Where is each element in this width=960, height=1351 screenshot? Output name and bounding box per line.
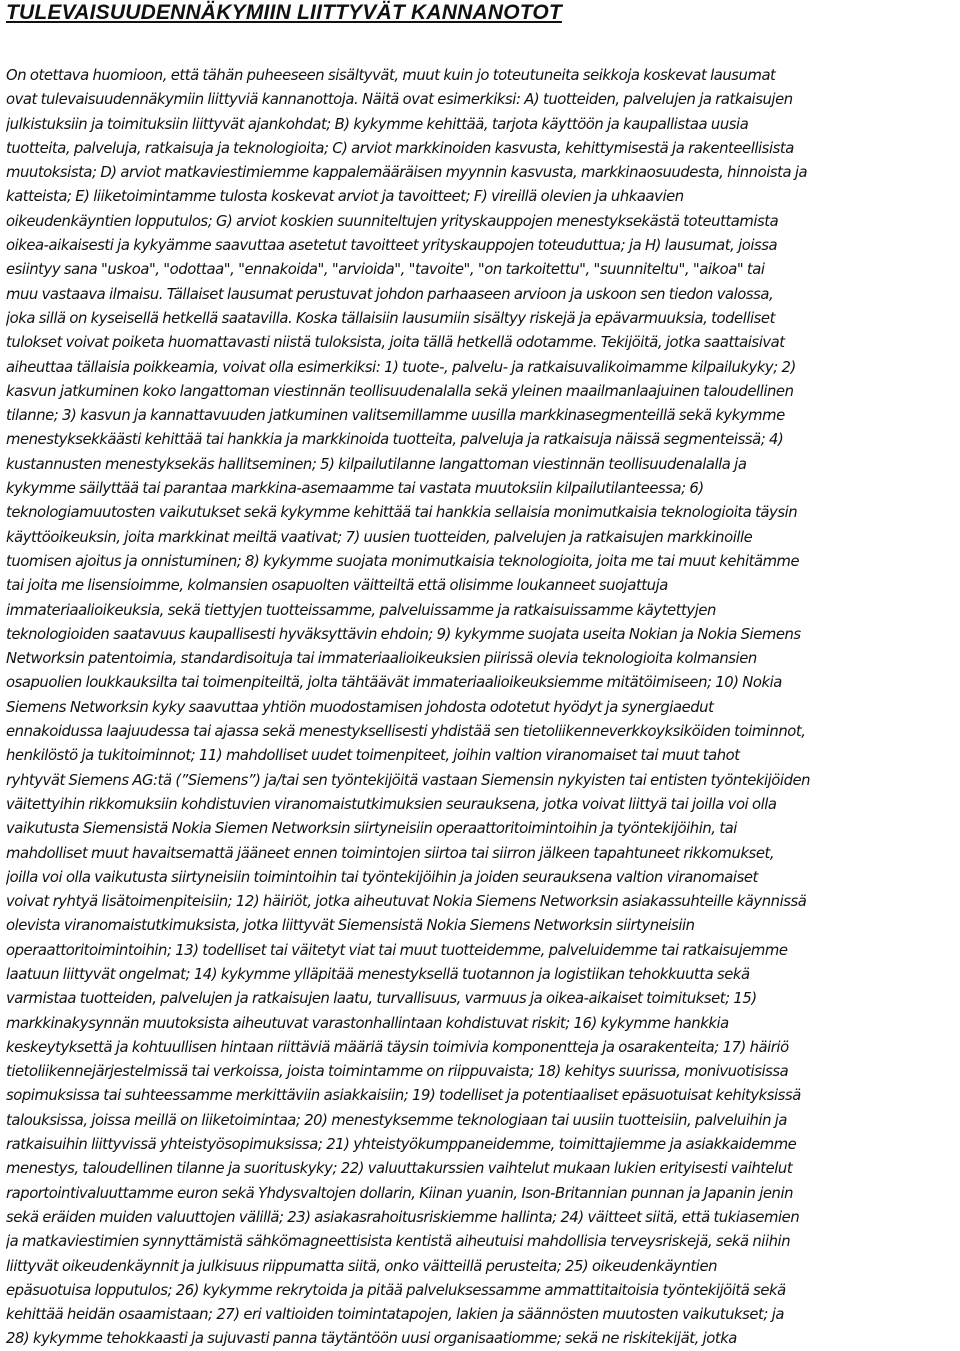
- paragraph-line: varmistaa tuotteiden, palvelujen ja ratkaisujen laatu, turvallisuus, varmuus ja oikea-aikaiset toimitukset; 15): [6, 990, 757, 1008]
- paragraph-line: teknologioiden saatavuus kaupallisesti hyväksyttävin ehdoin; 9) kykymme suojata useita Nokian ja Nokia Siemens: [6, 625, 801, 643]
- paragraph-line: ryhtyvät Siemens AG:tä (”Siemens”) ja/tai sen työntekijöitä vastaan Siemensin nykyisten tai entisten työntekijöiden: [6, 771, 811, 789]
- paragraph-line: raportointivaluuttamme euron sekä Yhdysvaltojen dollarin, Kiinan yuanin, Ison-Britannian punnan ja Japanin jenin: [6, 1184, 794, 1202]
- paragraph-line: katteista; E) liiketoimintamme tulosta koskevat arviot ja tavoitteet; F) vireillä olevien ja uhkaavien: [6, 188, 684, 206]
- paragraph-line: muu vastaava ilmaisu. Tällaiset lausumat perustuvat johdon parhaaseen arvioon ja uskoon sen tiedon valossa,: [6, 285, 774, 303]
- paragraph-line: tilanne; 3) kasvun ja kannattavuuden jatkuminen valitsemillamme uusilla markkinasegmenteillä sekä kykymme: [6, 407, 785, 425]
- paragraph-line: mahdolliset muut havaitsemattä jääneet ennen toimintojen siirtoa tai siirron jälkeen tapahtuneet rikkomukset,: [6, 844, 775, 862]
- paragraph-line: teknologiamuutosten vaikutukset sekä kykymme kehittää tai hankkia sellaisia monimutkaisia teknologioita täysin: [6, 504, 798, 522]
- paragraph-line: tulokset voivat poiketa huomattavasti niistä tuloksista, joita tällä hetkellä odotamme. Tekijöitä, jotka saattaisivat: [6, 334, 785, 352]
- paragraph-line: kykymme säilyttää tai parantaa markkina-asemaamme tai vastata muutoksiin kilpailutilanteessa; 6): [6, 480, 704, 498]
- paragraph-line: keskeytyksettä ja kohtuullisen hintaan riittäviä määriä täysin toimivia komponentteja ja osarakenteita; 17) häiriö: [6, 1038, 789, 1056]
- paragraph-line: menestys, taloudellinen tilanne ja suorituskyky; 22) valuuttakurssien vaihtelut mukaan lukien erityisesti vaihtelut: [6, 1160, 793, 1178]
- paragraph-line: epäsuotuisa lopputulos; 26) kykymme rekrytoida ja pitää palveluksessamme ammattitaitoisia työntekijöitä sekä: [6, 1281, 786, 1299]
- paragraph-line: On otettava huomioon, että tähän puheeseen sisältyvät, muut kuin jo toteutuneita seikkoja koskevat lausumat: [6, 67, 776, 84]
- paragraph-line: markkinakysynnän muutoksista aiheutuvat varastonhallintaan kohdistuvat riskit; 16) kykymme hankkia: [6, 1014, 729, 1032]
- paragraph-line: julkistuksiin ja toimituksiin liittyvät ajankohdat; B) kykymme kehittää, tarjota käyttöön ja kaupallistaa uusia: [6, 115, 749, 133]
- paragraph-line: ja matkaviestimien synnyttämistä sähkömagneettisista kentistä aiheutuisi mahdollisia terveysriskejä, sekä niihin: [6, 1233, 791, 1251]
- paragraph-line: tuotteita, palveluja, ratkaisuja ja teknologioita; C) arviot markkinoiden kasvusta, kehittymisestä ja rakenteellisista: [6, 139, 794, 157]
- paragraph-line: sekä eräiden muiden valuuttojen välillä; 23) asiakasrahoitusriskiemme hallinta; 24) väitteet siitä, että tukiasemien: [6, 1208, 800, 1226]
- paragraph-line: joka sillä on kyseisellä hetkellä saatavilla. Koska tällaisiin lausumiin sisältyy riskejä ja epävarmuuksia, todelliset: [6, 309, 775, 327]
- paragraph-line: aiheuttaa tällaisia poikkeamia, voivat olla esimerkiksi: 1) tuote-, palvelu- ja ratkaisuvalikoimamme kilpailukyky; 2): [6, 358, 796, 376]
- paragraph-line: kasvun jatkuminen koko langattoman viestinnän teollisuudenalalla sekä yleinen maailmanlaajuinen taloudellinen: [6, 382, 794, 400]
- paragraph-line: menestyksekkäästi kehittää tai hankkia ja markkinoida tuotteita, palveluja ja ratkaisuja näissä segmenteissä; 4): [6, 431, 784, 449]
- paragraph-line: esiintyy sana "uskoa", "odottaa", "ennakoida", "arvioida", "tavoite", "on tarkoitettu", "suunniteltu", "aikoa" tai: [6, 261, 765, 279]
- paragraph-line: osapuolien loukkauksilta tai toimenpiteiltä, jolta tähtäävät immateriaalioikeuksiemme mitätöimiseen; 10) Nokia: [6, 674, 782, 692]
- paragraph-line: tai joita me lisensioimme, kolmansien osapuolten väitteiltä että olisimme loukanneet suojattuja: [6, 577, 668, 595]
- paragraph-line: käyttöoikeuksin, joita markkinat meiltä vaativat; 7) uusien tuotteiden, palvelujen ja ratkaisujen markkinoille: [6, 528, 753, 546]
- paragraph-line: ratkaisuihin liittyvissä yhteistyösopimuksissa; 21) yhteistyökumppaneidemme, toimittajiemme ja asiakkaidemme: [6, 1136, 797, 1154]
- paragraph-line: voivat ryhtyä lisätoimenpiteisiin; 12) häiriöt, jotka aiheutuvat Nokia Siemens Networksin asiakassuhteille käynnissä: [6, 893, 807, 911]
- paragraph-line: muutoksista; D) arviot matkaviestimiemme kappalemääräisen myynnin kasvusta, markkinaosuudesta, hinnoista ja: [6, 164, 808, 182]
- paragraph-line: talouksissa, joissa meillä on liiketoimintaa; 20) menestyksemme teknologiaan tai uusiin tuotteisiin, palveluihin ja: [6, 1111, 788, 1129]
- paragraph-line: kustannusten menestyksekäs hallitseminen; 5) kilpailutilanne langattoman viestinnän teollisuudenalalla ja: [6, 455, 747, 473]
- paragraph-line: laatuun liittyvät ongelmat; 14) kykymme ylläpitää menestyksellä tuotannon ja logistiikan tehokkuutta sekä: [6, 965, 750, 983]
- paragraph-line: henkilöstö ja tukitoiminnot; 11) mahdolliset uudet toimenpiteet, joihin valtion viranomaiset tai muut tahot: [6, 747, 740, 765]
- paragraph-line: ovat tulevaisuudennäkymiin liittyviä kannanottoja. Näitä ovat esimerkiksi: A) tuotteiden, palvelujen ja ratkaisujen: [6, 91, 793, 109]
- paragraph-line: oikeudenkäyntien lopputulos; G) arviot koskien suunniteltujen yrityskauppojen menestyksekästä toteuttamista: [6, 212, 779, 230]
- paragraph-line: olevista viranomaistutkimuksista, jotka liittyvät Siemensistä Nokia Siemens Networksin siirtyneisiin: [6, 917, 695, 935]
- page-title: TULEVAISUUDENNÄKYMIIN LIITTYVÄT KANNANOTOT: [6, 1, 562, 24]
- paragraph-line: liittyvät oikeudenkäynnit ja julkisuus riippumatta siitä, onko väitteillä perusteita; 25) oikeudenkäyntien: [6, 1257, 718, 1275]
- paragraph-line: joilla voi olla vaikutusta siirtyneisiin toimintoihin tai työntekijöihin ja joiden seurauksena valtion viranomaiset: [6, 868, 758, 886]
- paragraph-line: Networksin patentoimia, standardisoituja tai immateriaalioikeuksien piirissä olevia teknologioita kolmansien: [6, 650, 757, 668]
- paragraph-line: tietoliikennejärjestelmissä tai verkoissa, joista toimintamme on riippuvaista; 18) kehitys suurissa, monivuotisissa: [6, 1063, 789, 1081]
- paragraph-line: immateriaalioikeuksia, sekä tiettyjen tuotteissamme, palveluissamme ja ratkaisuissamme käytettyjen: [6, 601, 716, 619]
- paragraph-line: tuomisen ajoitus ja onnistuminen; 8) kykymme suojata monimutkaisia teknologioita, joita me tai muut kehitämme: [6, 552, 800, 570]
- paragraph-line: 28) kykymme tehokkaasti ja sujuvasti panna täytäntöön uusi organisaatiomme; sekä ne riskitekijät, jotka: [6, 1330, 737, 1348]
- paragraph-line: kehittää heidän osaamistaan; 27) eri valtioiden toimintatapojen, lakien ja säännösten muutosten vaikutukset; ja: [6, 1306, 784, 1324]
- paragraph-line: väitettyihin rikkomuksiin kohdistuvien viranomaistutkimuksien seurauksena, jotka voivat liittyä tai joilla voi olla: [6, 795, 777, 813]
- forward-looking-statements-paragraph: [6, 64, 954, 1351]
- paragraph-line: vaikutusta Siemensistä Nokia Siemen Networksin siirtyneisiin operaattoritoimintoihin ja työntekijöihin, tai: [6, 820, 737, 838]
- paragraph-line: oikea-aikaisesti ja kykyämme saavuttaa asetetut tavoitteet yrityskauppojen toteuduttua; ja H) lausumat, joissa: [6, 237, 778, 255]
- paragraph-line: ennakoidussa laajuudessa tai ajassa sekä menestyksellisesti yhdistää sen tietoliikenneverkkoyksiköiden toiminnot,: [6, 723, 806, 741]
- paragraph-line: sopimuksissa tai suhteessamme merkittäviin asiakkaisiin; 19) todelliset ja potentiaaliset epäsuotuisat kehityksissä: [6, 1087, 801, 1105]
- paragraph-line: operaattoritoimintoihin; 13) todelliset tai väitetyt viat tai muut tuotteidemme, palveluidemme tai ratkaisujemme: [6, 941, 788, 959]
- paragraph-line: Siemens Networksin kyky saavuttaa yhtiön muodostamisen johdosta odotetut hyödyt ja synergiaedut: [6, 698, 714, 716]
